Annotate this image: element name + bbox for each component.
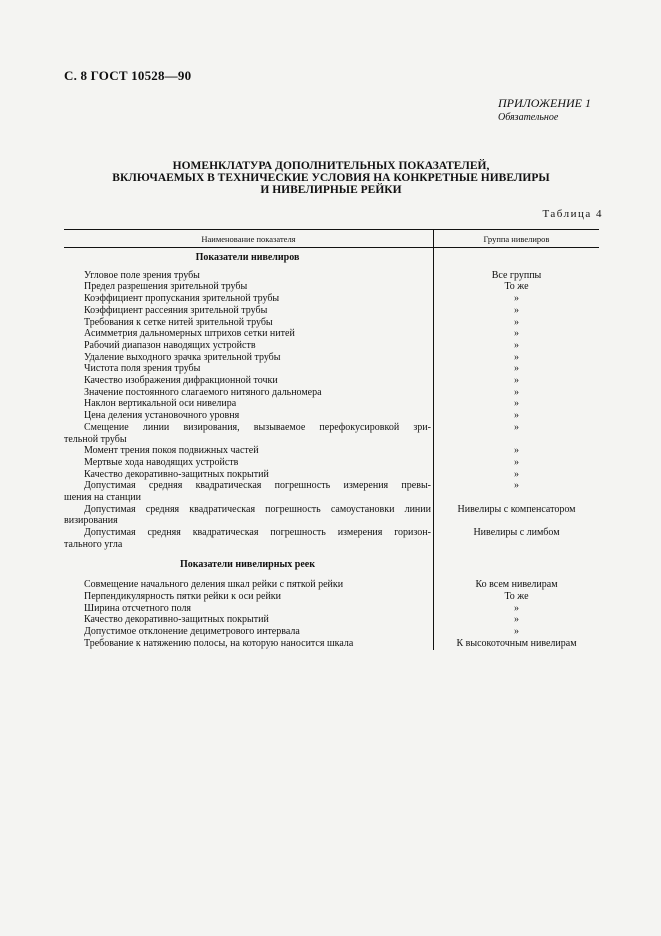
- nivelir-group: »: [514, 480, 519, 492]
- table-row: [64, 527, 599, 550]
- indicator-name-line-2: визирования: [64, 515, 118, 527]
- nivelir-group: То же: [504, 281, 529, 293]
- indicator-name: Коэффициент пропускания зрительной трубы: [64, 293, 434, 305]
- indicator-name: Рабочий диапазон наводящих устройств: [64, 340, 434, 352]
- appendix-block: [498, 96, 591, 123]
- table-row: [64, 410, 599, 422]
- indicator-name-line-2: шения на станции: [64, 492, 142, 504]
- indicator-name: [64, 422, 434, 445]
- section-title-empty-cell: [434, 248, 600, 270]
- indicator-name-line-1: Допустимая средняя квадратическая погрешность измерения горизон-: [84, 527, 431, 539]
- table-row: [64, 591, 599, 603]
- table-row: [64, 638, 599, 650]
- indicator-name: Удаление выходного зрачка зрительной трубы: [64, 352, 434, 364]
- indicator-name-line-2: тельной трубы: [64, 433, 127, 445]
- table-row: [64, 480, 599, 503]
- nivelir-group: »: [514, 626, 519, 638]
- indicator-name-line-1: Допустимая средняя квадратическая погрешность самоустановки линии: [84, 503, 431, 515]
- nivelir-group: Нивелиры с лимбом: [473, 527, 560, 539]
- table-row: [64, 293, 599, 305]
- indicator-name: Угловое поле зрения трубы: [64, 270, 434, 282]
- table-header-row: [64, 230, 599, 248]
- indicator-name: Асимметрия дальномерных штрихов сетки нитей: [64, 328, 434, 340]
- table-row: [64, 281, 599, 293]
- nivelir-group: »: [514, 410, 519, 422]
- page-header: С. 8 ГОСТ 10528—90: [64, 68, 192, 83]
- table-row: [64, 387, 599, 399]
- nivelir-group: »: [514, 398, 519, 410]
- table-row: [64, 375, 599, 387]
- indicator-name: Предел разрешения зрительной трубы: [64, 281, 434, 293]
- nivelir-group: »: [514, 421, 519, 433]
- nivelir-group: Нивелиры с компенсатором: [457, 503, 576, 515]
- table-row: [64, 317, 599, 329]
- indicator-name: Наклон вертикальной оси нивелира: [64, 398, 434, 410]
- section-title: Показатели нивелиров: [64, 248, 434, 270]
- nivelir-group: »: [514, 468, 519, 480]
- table-row: [64, 305, 599, 317]
- table-row: [64, 504, 599, 527]
- indicator-name: Момент трения покоя подвижных частей: [64, 445, 434, 457]
- section-title-empty-cell: [434, 551, 600, 580]
- indicator-name: Значение постоянного слагаемого нитяного дальномера: [64, 387, 434, 399]
- indicator-name-line-2: тального угла: [64, 538, 123, 550]
- table-row: [64, 579, 599, 591]
- appendix-label: ПРИЛОЖЕНИЕ 1: [498, 96, 591, 110]
- indicator-name: Качество декоративно-защитных покрытий: [64, 469, 434, 481]
- indicator-name-line-1: Смещение линии визирования, вызываемое перефокусировкой зри-: [84, 421, 431, 433]
- indicator-name: Ширина отсчетного поля: [64, 603, 434, 615]
- appendix-status: Обязательное: [498, 112, 559, 123]
- document-title: [64, 160, 598, 196]
- indicator-name: Коэффициент рассеяния зрительной трубы: [64, 305, 434, 317]
- section-title: Показатели нивелирных реек: [64, 551, 434, 580]
- title-line-2: ВКЛЮЧАЕМЫХ В ТЕХНИЧЕСКИЕ УСЛОВИЯ НА КОНКРЕТНЫЕ НИВЕЛИРЫ: [112, 172, 550, 184]
- indicator-name: Перпендикулярность пятки рейки к оси рейки: [64, 591, 434, 603]
- table-row: [64, 603, 599, 615]
- nivelir-group: »: [514, 363, 519, 375]
- section-header-row: [64, 248, 599, 270]
- indicator-name: [64, 527, 434, 550]
- indicator-name: [64, 480, 434, 503]
- nivelir-group: »: [514, 386, 519, 398]
- table-row: [64, 363, 599, 375]
- column-header-name: Наименование показателя: [64, 230, 434, 248]
- table-row: [64, 445, 599, 457]
- nivelir-group: »: [514, 602, 519, 614]
- table-row: [64, 398, 599, 410]
- nivelir-group: »: [514, 614, 519, 626]
- indicator-name: Качество декоративно-защитных покрытий: [64, 614, 434, 626]
- indicator-name-line-1: Допустимая средняя квадратическая погрешность измерения превы-: [84, 480, 431, 492]
- nivelir-group: »: [514, 339, 519, 351]
- nivelir-group: »: [514, 304, 519, 316]
- indicator-name: Допустимое отклонение дециметрового интервала: [64, 626, 434, 638]
- table-row: [64, 340, 599, 352]
- nivelir-group: Все группы: [491, 269, 542, 281]
- nivelir-group: »: [514, 351, 519, 363]
- nivelir-group: »: [514, 328, 519, 340]
- nivelir-group: То же: [504, 590, 529, 602]
- table-row: [64, 352, 599, 364]
- nivelir-group: »: [514, 456, 519, 468]
- table-row: [64, 328, 599, 340]
- nivelir-group: »: [514, 316, 519, 328]
- table-row: [64, 422, 599, 445]
- table-row: [64, 626, 599, 638]
- nivelir-group: »: [514, 293, 519, 305]
- table-row: [64, 469, 599, 481]
- nivelir-group: »: [514, 375, 519, 387]
- indicator-name: Цена деления установочного уровня: [64, 410, 434, 422]
- section-header-row: [64, 551, 599, 580]
- indicator-name: [64, 504, 434, 527]
- table-row: [64, 270, 599, 282]
- indicator-name: Требование к натяжению полосы, на которую наносится шкала: [64, 638, 434, 650]
- table-row: [64, 614, 599, 626]
- indicator-name: Совмещение начального деления шкал рейки с пяткой рейки: [64, 579, 434, 591]
- title-line-1: НОМЕНКЛАТУРА ДОПОЛНИТЕЛЬНЫХ ПОКАЗАТЕЛЕЙ,: [172, 160, 490, 172]
- nivelir-group: К высокоточным нивелирам: [456, 637, 577, 649]
- nivelir-group: Ко всем нивелирам: [475, 579, 558, 591]
- column-header-group: Группа нивелиров: [434, 230, 600, 248]
- nivelir-group: »: [514, 445, 519, 457]
- indicators-table: [64, 229, 599, 650]
- table-label: Таблица 4: [542, 208, 603, 220]
- table-row: [64, 457, 599, 469]
- title-line-3: И НИВЕЛИРНЫЕ РЕЙКИ: [260, 184, 402, 196]
- table-body: [64, 248, 599, 650]
- indicator-name: Мертвые хода наводящих устройств: [64, 457, 434, 469]
- indicators-table-container: [64, 229, 599, 650]
- indicator-name: Качество изображения дифракционной точки: [64, 375, 434, 387]
- indicator-name: Требования к сетке нитей зрительной трубы: [64, 317, 434, 329]
- indicator-name: Чистота поля зрения трубы: [64, 363, 434, 375]
